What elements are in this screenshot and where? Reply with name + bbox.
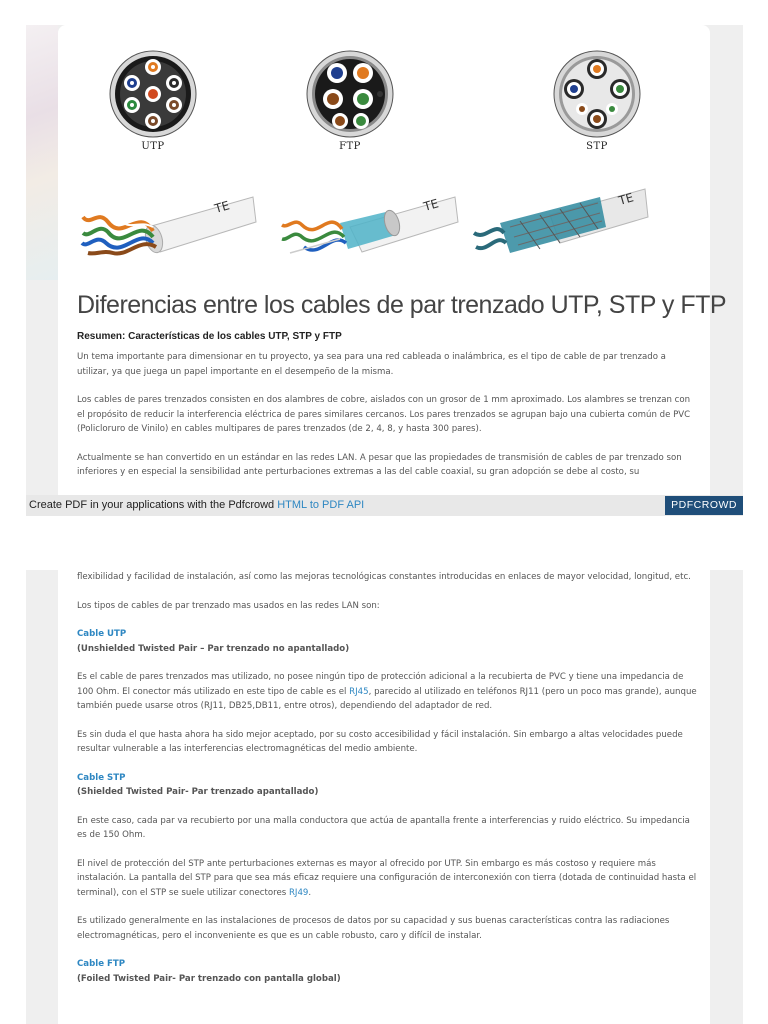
article-summary: Resumen: Características de los cables UTP, STP y FTP — [77, 331, 342, 342]
paragraph: flexibilidad y facilidad de instalación, así como las mejoras tecnológicas constantes introducidas en enlaces de mayor velocidad, longitud, etc. — [77, 572, 691, 582]
article-body-page-1 — [77, 350, 697, 480]
cable-brand-text: TE — [616, 190, 636, 208]
paragraph: El nivel de protección del STP ante perturbaciones externas es mayor al ofrecido por UTP. Sin embargo es más costoso y requiere más instalación. La pantalla del STP para que sea más eficaz requiere una configuración de interconexión con tierra (dotada de continuidad hasta el terminal), con el STP se suele utilizar conectores RJ49. — [77, 858, 697, 898]
stp-cross-section-image — [552, 49, 642, 139]
rj49-link[interactable]: RJ49 — [288, 887, 309, 898]
pdfcrowd-message: Create PDF in your applications with the Pdfcrowd HTML to PDF API — [29, 499, 365, 511]
html-to-pdf-api-link[interactable]: HTML to PDF API — [277, 499, 365, 511]
stp-label: STP — [586, 141, 608, 152]
ftp-section-heading — [77, 957, 697, 986]
stp-cable-image — [470, 167, 650, 259]
ftp-cable-image — [280, 167, 460, 259]
cable-ftp-description: (Foiled Twisted Pair- Par trenzado con pantalla global) — [77, 973, 341, 984]
paragraph: Los cables de pares trenzados consisten en dos alambres de cobre, aislados con un grosor de 1 mm aproximado. Los alambres se trenzan con el propósito de reducir la interferencia eléctrica de pares similares cercanos. Los pares trenzados se agrupan bajo una cubierta común de PVC (Policloruro de Vinilo) en cables multipares de pares trenzados (de 2, 4, 8, y hasta 300 pares). — [77, 395, 691, 434]
stp-section-heading — [77, 771, 697, 800]
article-card — [58, 570, 710, 1024]
article-title: Diferencias entre los cables de par trenzado UTP, STP y FTP — [77, 291, 727, 319]
utp-diagram — [103, 49, 203, 152]
cable-utp-description: (Unshielded Twisted Pair – Par trenzado no apantallado) — [77, 643, 350, 654]
paragraph: Es sin duda el que hasta ahora ha sido mejor aceptado, por su costo accesibilidad y fácil instalación. Sin embargo a altas velocidades puede resultar vulnerable a las interferencias electromagnéticas del medio ambiente. — [77, 729, 683, 754]
paragraph: Los tipos de cables de par trenzado mas usados en las redes LAN son: — [77, 600, 380, 611]
cable-stp-description: (Shielded Twisted Pair- Par trenzado apantallado) — [77, 787, 319, 797]
utp-section-heading — [77, 627, 697, 656]
paragraph: Es utilizado generalmente en las instalaciones de procesos de datos por su capacidad y sus buenas características contra las radiaciones electromagnéticas, pero el inconveniente es que es un cable robusto, caro y difícil de instalar. — [77, 916, 670, 941]
paragraph: Un tema importante para dimensionar en tu proyecto, ya sea para una red cableada o inalámbrica, es el tipo de cable de par trenzado a utilizar, ya que juega un papel importante en el desempeño de la misma. — [77, 352, 666, 377]
cable-stp-heading: Cable STP — [77, 772, 126, 783]
article-card — [58, 25, 727, 495]
paragraph: En este caso, cada par va recubierto por una malla conductora que actúa de apantalla frente a interferencias y ruido eléctrico. Su impedancia es de 150 Ohm. — [77, 815, 690, 840]
ftp-diagram — [300, 49, 400, 152]
paragraph: Actualmente se han convertido en un estándar en las redes LAN. A pesar que las propiedades de transmisión de cables de par trenzado son inferiores y en especial la sensibilidad ante perturbaciones extremas a las del cable coaxial, su gran adopción se debe al costo, su — [77, 452, 682, 477]
cable-utp-heading: Cable UTP — [77, 629, 127, 639]
background-decoration — [26, 25, 58, 280]
rj45-link[interactable]: RJ45 — [349, 686, 369, 697]
cable-brand-text: TE — [212, 198, 232, 216]
utp-cross-section-image — [108, 49, 198, 139]
cable-ftp-heading: Cable FTP — [77, 959, 126, 969]
pdf-page-2 — [26, 570, 743, 1024]
stp-diagram — [547, 49, 647, 152]
pdfcrowd-logo[interactable]: PDFCROWD — [665, 496, 743, 515]
ftp-cross-section-image — [305, 49, 395, 139]
article-body-page-2 — [77, 570, 697, 1000]
pdfcrowd-footer — [26, 495, 743, 516]
utp-cable-image — [78, 167, 258, 259]
cable-brand-text: TE — [421, 196, 441, 214]
utp-label: UTP — [141, 141, 165, 152]
pdf-page-1 — [26, 25, 743, 495]
ftp-label: FTP — [339, 141, 361, 152]
paragraph: Es el cable de pares trenzados mas utilizado, no posee ningún tipo de protección adicional a la recubierta de PVC y tiene una impedancia de 100 Ohm. El conector más utilizado en este tipo de cable es el RJ45, parecido al utilizado en teléfonos RJ11 (pero un poco mas grande), aunque también puede usarse otros (RJ11, DB25,DB11, entre otros), dependiendo del adaptador de red. — [77, 672, 697, 711]
